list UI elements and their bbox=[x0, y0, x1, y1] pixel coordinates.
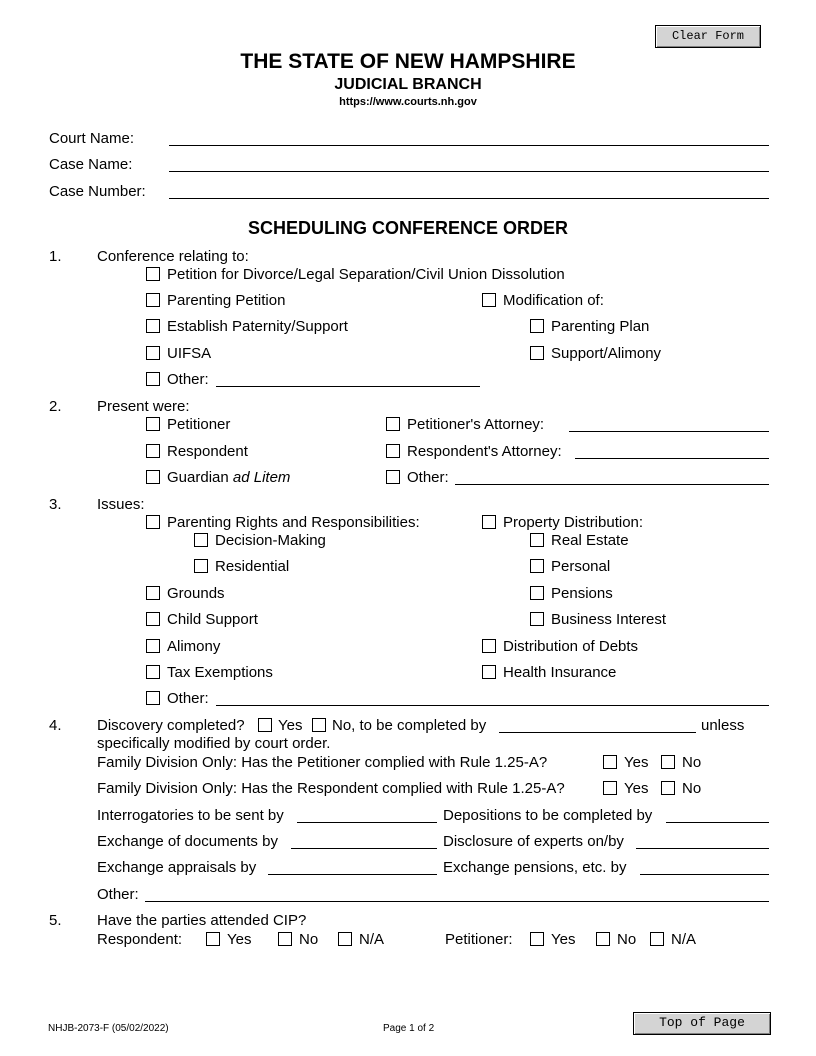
section-3-label: Issues: bbox=[97, 496, 145, 513]
exchange-pensions-label: Exchange pensions, etc. by bbox=[443, 859, 627, 876]
top-of-page-button[interactable]: Top of Page bbox=[633, 1012, 771, 1035]
grounds-checkbox[interactable] bbox=[146, 586, 160, 600]
discovery-yes-checkbox[interactable] bbox=[258, 718, 272, 732]
discovery-no-checkbox[interactable] bbox=[312, 718, 326, 732]
cip-respondent-no-checkbox[interactable] bbox=[278, 932, 292, 946]
respondent-rule-no-checkbox[interactable] bbox=[661, 781, 675, 795]
alimony-checkbox[interactable] bbox=[146, 639, 160, 653]
petition-divorce-checkbox[interactable] bbox=[146, 267, 160, 281]
cip-petitioner-na-checkbox[interactable] bbox=[650, 932, 664, 946]
property-distribution-checkbox[interactable] bbox=[482, 515, 496, 529]
uifsa-checkbox[interactable] bbox=[146, 346, 160, 360]
guardian-ad-litem-label: Guardian ad Litem bbox=[167, 469, 291, 486]
cip-petitioner-yes-label: Yes bbox=[551, 931, 576, 948]
petitioner-rule-yes-checkbox[interactable] bbox=[603, 755, 617, 769]
section-5-number: 5. bbox=[49, 912, 62, 929]
petition-divorce-label: Petition for Divorce/Legal Separation/Civil Union Dissolution bbox=[167, 266, 565, 283]
parenting-petition-checkbox[interactable] bbox=[146, 293, 160, 307]
child-support-label: Child Support bbox=[167, 611, 258, 628]
cip-petitioner-no-label: No bbox=[617, 931, 637, 948]
section-1-label: Conference relating to: bbox=[97, 248, 249, 265]
modification-of-checkbox[interactable] bbox=[482, 293, 496, 307]
cip-respondent-yes-checkbox[interactable] bbox=[206, 932, 220, 946]
cip-petitioner-na-label: N/A bbox=[671, 931, 697, 948]
modification-of-label: Modification of: bbox=[503, 292, 604, 309]
decision-making-checkbox[interactable] bbox=[194, 533, 208, 547]
guardian-ad-litem-checkbox[interactable] bbox=[146, 470, 160, 484]
alimony-label: Alimony bbox=[167, 638, 221, 655]
cip-petitioner-yes-checkbox[interactable] bbox=[530, 932, 544, 946]
decision-making-label: Decision-Making bbox=[215, 532, 326, 549]
section-4-other-label: Other: bbox=[97, 886, 139, 903]
business-interest-label: Business Interest bbox=[551, 611, 667, 628]
page-number: Page 1 of 2 bbox=[383, 1023, 435, 1034]
court-name-label: Court Name: bbox=[49, 130, 135, 147]
interrogatories-label: Interrogatories to be sent by bbox=[97, 807, 284, 824]
exchange-appraisals-label: Exchange appraisals by bbox=[97, 859, 257, 876]
cip-respondent-yes-label: Yes bbox=[227, 931, 252, 948]
section-2-label: Present were: bbox=[97, 398, 190, 415]
establish-paternity-checkbox[interactable] bbox=[146, 319, 160, 333]
section-2-other-checkbox[interactable] bbox=[386, 470, 400, 484]
section-4-number: 4. bbox=[49, 717, 62, 734]
distribution-of-debts-checkbox[interactable] bbox=[482, 639, 496, 653]
support-alimony-label: Support/Alimony bbox=[551, 345, 662, 362]
petitioners-attorney-checkbox[interactable] bbox=[386, 417, 400, 431]
parenting-plan-label: Parenting Plan bbox=[551, 318, 650, 335]
tax-exemptions-checkbox[interactable] bbox=[146, 665, 160, 679]
real-estate-checkbox[interactable] bbox=[530, 533, 544, 547]
case-number-label: Case Number: bbox=[49, 183, 146, 200]
establish-paternity-label: Establish Paternity/Support bbox=[167, 318, 348, 335]
parenting-rights-checkbox[interactable] bbox=[146, 515, 160, 529]
cip-question: Have the parties attended CIP? bbox=[97, 912, 307, 929]
section-3-number: 3. bbox=[49, 496, 62, 513]
child-support-checkbox[interactable] bbox=[146, 612, 160, 626]
respondent-rule-no-label: No bbox=[682, 780, 702, 797]
property-distribution-label: Property Distribution: bbox=[503, 514, 644, 531]
case-name-label: Case Name: bbox=[49, 156, 133, 173]
section-3-other-checkbox[interactable] bbox=[146, 691, 160, 705]
respondent-rule-yes-checkbox[interactable] bbox=[603, 781, 617, 795]
respondent-rule-label: Family Division Only: Has the Respondent complied with Rule 1.25-A? bbox=[97, 780, 565, 797]
health-insurance-label: Health Insurance bbox=[503, 664, 617, 681]
petitioner-rule-no-checkbox[interactable] bbox=[661, 755, 675, 769]
disclosure-experts-field[interactable] bbox=[636, 848, 769, 849]
petitioner-present-checkbox[interactable] bbox=[146, 417, 160, 431]
parenting-plan-checkbox[interactable] bbox=[530, 319, 544, 333]
section-1-other-checkbox[interactable] bbox=[146, 372, 160, 386]
health-insurance-checkbox[interactable] bbox=[482, 665, 496, 679]
section-1-number: 1. bbox=[49, 248, 62, 265]
section-2-number: 2. bbox=[49, 398, 62, 415]
case-name-field[interactable] bbox=[169, 171, 769, 172]
depositions-field[interactable] bbox=[666, 822, 769, 823]
petitioners-attorney-label: Petitioner's Attorney: bbox=[407, 416, 545, 433]
petitioners-attorney-field[interactable] bbox=[569, 431, 769, 432]
section-3-other-field[interactable] bbox=[216, 705, 769, 706]
section-1-other-field[interactable] bbox=[216, 386, 480, 387]
discovery-yes-label: Yes bbox=[278, 717, 303, 734]
respondents-attorney-checkbox[interactable] bbox=[386, 444, 400, 458]
petitioner-rule-no-label: No bbox=[682, 754, 702, 771]
interrogatories-field[interactable] bbox=[297, 822, 437, 823]
parenting-petition-label: Parenting Petition bbox=[167, 292, 286, 309]
tax-exemptions-label: Tax Exemptions bbox=[167, 664, 273, 681]
grounds-label: Grounds bbox=[167, 585, 225, 602]
respondent-present-checkbox[interactable] bbox=[146, 444, 160, 458]
discovery-date-field[interactable] bbox=[499, 732, 696, 733]
petitioner-rule-yes-label: Yes bbox=[624, 754, 649, 771]
section-4-other-field[interactable] bbox=[145, 901, 769, 902]
pensions-checkbox[interactable] bbox=[530, 586, 544, 600]
cip-petitioner-label: Petitioner: bbox=[445, 931, 513, 948]
residential-checkbox[interactable] bbox=[194, 559, 208, 573]
parenting-rights-label: Parenting Rights and Responsibilities: bbox=[167, 514, 420, 531]
form-title: SCHEDULING CONFERENCE ORDER bbox=[247, 218, 569, 238]
cip-respondent-no-label: No bbox=[299, 931, 319, 948]
respondent-rule-yes-label: Yes bbox=[624, 780, 649, 797]
exchange-appraisals-field[interactable] bbox=[268, 874, 437, 875]
section-2-other-field[interactable] bbox=[455, 484, 769, 485]
header-branch: JUDICIAL BRANCH bbox=[334, 76, 482, 93]
modified-label: specifically modified by court order. bbox=[97, 735, 331, 752]
depositions-label: Depositions to be completed by bbox=[443, 807, 653, 824]
business-interest-checkbox[interactable] bbox=[530, 612, 544, 626]
petitioner-rule-label: Family Division Only: Has the Petitioner complied with Rule 1.25-A? bbox=[97, 754, 548, 771]
section-2-other-label: Other: bbox=[407, 469, 449, 486]
cip-respondent-na-label: N/A bbox=[359, 931, 385, 948]
uifsa-label: UIFSA bbox=[167, 345, 212, 362]
discovery-no-label: No, to be completed by bbox=[332, 717, 487, 734]
personal-checkbox[interactable] bbox=[530, 559, 544, 573]
court-name-field[interactable] bbox=[169, 145, 769, 146]
support-alimony-checkbox[interactable] bbox=[530, 346, 544, 360]
exchange-documents-field[interactable] bbox=[291, 848, 437, 849]
form-id: NHJB-2073-F (05/02/2022) bbox=[48, 1023, 169, 1034]
disclosure-experts-label: Disclosure of experts on/by bbox=[443, 833, 624, 850]
discovery-label: Discovery completed? bbox=[97, 717, 245, 734]
header-state: THE STATE OF NEW HAMPSHIRE bbox=[240, 50, 576, 73]
section-1-other-label: Other: bbox=[167, 371, 209, 388]
respondent-present-label: Respondent bbox=[167, 443, 248, 460]
cip-petitioner-no-checkbox[interactable] bbox=[596, 932, 610, 946]
personal-label: Personal bbox=[551, 558, 611, 575]
distribution-of-debts-label: Distribution of Debts bbox=[503, 638, 639, 655]
cip-respondent-na-checkbox[interactable] bbox=[338, 932, 352, 946]
unless-label: unless bbox=[701, 717, 745, 734]
cip-respondent-label: Respondent: bbox=[97, 931, 183, 948]
case-number-field[interactable] bbox=[169, 198, 769, 199]
pensions-label: Pensions bbox=[551, 585, 613, 602]
petitioner-present-label: Petitioner bbox=[167, 416, 231, 433]
exchange-documents-label: Exchange of documents by bbox=[97, 833, 278, 850]
respondents-attorney-field[interactable] bbox=[575, 458, 769, 459]
real-estate-label: Real Estate bbox=[551, 532, 629, 549]
respondents-attorney-label: Respondent's Attorney: bbox=[407, 443, 562, 460]
residential-label: Residential bbox=[215, 558, 290, 575]
section-3-other-label: Other: bbox=[167, 690, 209, 707]
clear-form-button[interactable]: Clear Form bbox=[655, 25, 761, 48]
exchange-pensions-field[interactable] bbox=[640, 874, 769, 875]
header-url: https://www.courts.nh.gov bbox=[339, 96, 477, 108]
